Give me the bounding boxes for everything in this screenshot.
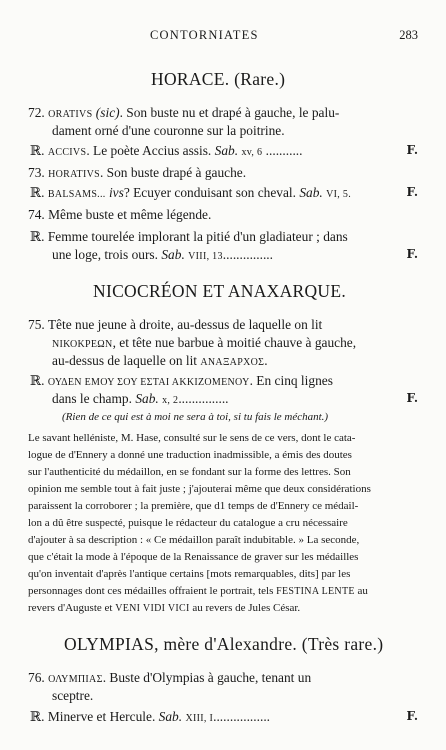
reverse-72: ℝ. ACCIVS. Le poète Accius assis. Sab. xv, 6 ........... xyxy=(30,143,303,158)
note-line: que c'était la mode à l'époque de la Renaissance de graver sur les médailles xyxy=(28,551,359,563)
note-line: logue de d'Ennery a donné une traduction inadmissible, a émis des doutes xyxy=(28,449,352,461)
reverse-76: ℝ. Minerve et Hercule. Sab. XIII, I................. xyxy=(30,709,271,724)
note-line: Le savant helléniste, M. Hase, consulté sur le sens de ce vers, dont le cata- xyxy=(28,432,356,444)
reverse-74-line2: une loge, trois ours. Sab. VIII, 13............... xyxy=(52,247,273,262)
entry-76-line2: sceptre. xyxy=(52,688,94,703)
reverse-73: ℝ. BALSAMS... ivs? Ecuyer conduisant son cheval. Sab. VI, 5. xyxy=(30,185,351,200)
rarity-mark: F. xyxy=(406,391,418,405)
rarity-mark: F. xyxy=(406,709,418,723)
entry-75-line1: 75. Tête nue jeune à droite, au-dessus de laquelle on lit xyxy=(28,317,323,332)
running-head: CONTORNIATES xyxy=(150,28,259,42)
section-heading-horace: HORACE. (Rare.) xyxy=(151,69,286,89)
note-line: sur l'authenticité du médaillon, en se fondant sur la forme des lettres. Son xyxy=(28,466,351,478)
entry-76-line1: 76. ΟΛΥΜΠΙΑΣ. Buste d'Olympias à gauche, tenant un xyxy=(28,670,312,685)
page-number: 283 xyxy=(399,28,418,42)
reverse-75-line2: dans le champ. Sab. x, 2............... xyxy=(52,391,229,406)
entry-75-line2: ΝΙΚΟΚΡΕΩΝ, et tête nue barbue à moitié chauve à gauche, xyxy=(52,335,357,350)
entry-75-line3: au-dessus de laquelle on lit ΑΝΑΞΑΡΧΟΣ. xyxy=(52,353,268,368)
section-heading-nicocreon: NICOCRÉON ET ANAXARQUE. xyxy=(93,281,347,301)
note-line: revers d'Auguste et VENI VIDI VICI au revers de Jules César. xyxy=(28,602,301,614)
note-line: personnages dont ces médailles offraient le portrait, tels FESTINA LENTE au xyxy=(28,585,368,597)
note-line: d'ajouter à sa description : « Ce médaillon paraît indubitable. » La seconde, xyxy=(28,534,360,546)
note-line: paraissent la corroborer ; la première, que d1 temps de d'Ennery ce médail- xyxy=(28,500,359,512)
rarity-mark: F. xyxy=(406,143,418,157)
entry-74: 74. Même buste et même légende. xyxy=(28,207,212,222)
note-line: qu'on inventait d'après l'antique certains [mots remarquables, dits] par les xyxy=(28,568,351,580)
entry-73: 73. HORATIVS. Son buste drapé à gauche. xyxy=(28,165,247,180)
note-line: opinion me semble tout à fait juste ; j'ajouterai même que deux considérations xyxy=(28,483,371,495)
rarity-mark: F. xyxy=(406,247,418,261)
section-heading-olympias: OLYMPIAS, mère d'Alexandre. (Très rare.) xyxy=(64,634,384,654)
reverse-74-line1: ℝ. Femme tourelée implorant la pitié d'un gladiateur ; dans xyxy=(30,229,348,244)
reverse-75-line1: ℝ. ΟΥΔΕΝ ΕΜΟΥ ΣΟΥ ΕΣΤΑΙ ΑΚΚΙΖΟΜΕΝΟΥ. En cinq lignes xyxy=(30,373,333,388)
rarity-mark: F. xyxy=(406,185,418,199)
entry-72-line2: dament orné d'une couronne sur la poitrine. xyxy=(52,123,285,138)
translation-note: (Rien de ce qui est à moi ne sera à toi, si tu fais le méchant.) xyxy=(62,411,329,423)
entry-72-line1: 72. ORATIVS (sic). Son buste nu et drapé à gauche, le palu- xyxy=(28,105,340,120)
note-line: lon a dû être suspecté, puisque le rédacteur du catalogue a cru nécessaire xyxy=(28,517,348,529)
